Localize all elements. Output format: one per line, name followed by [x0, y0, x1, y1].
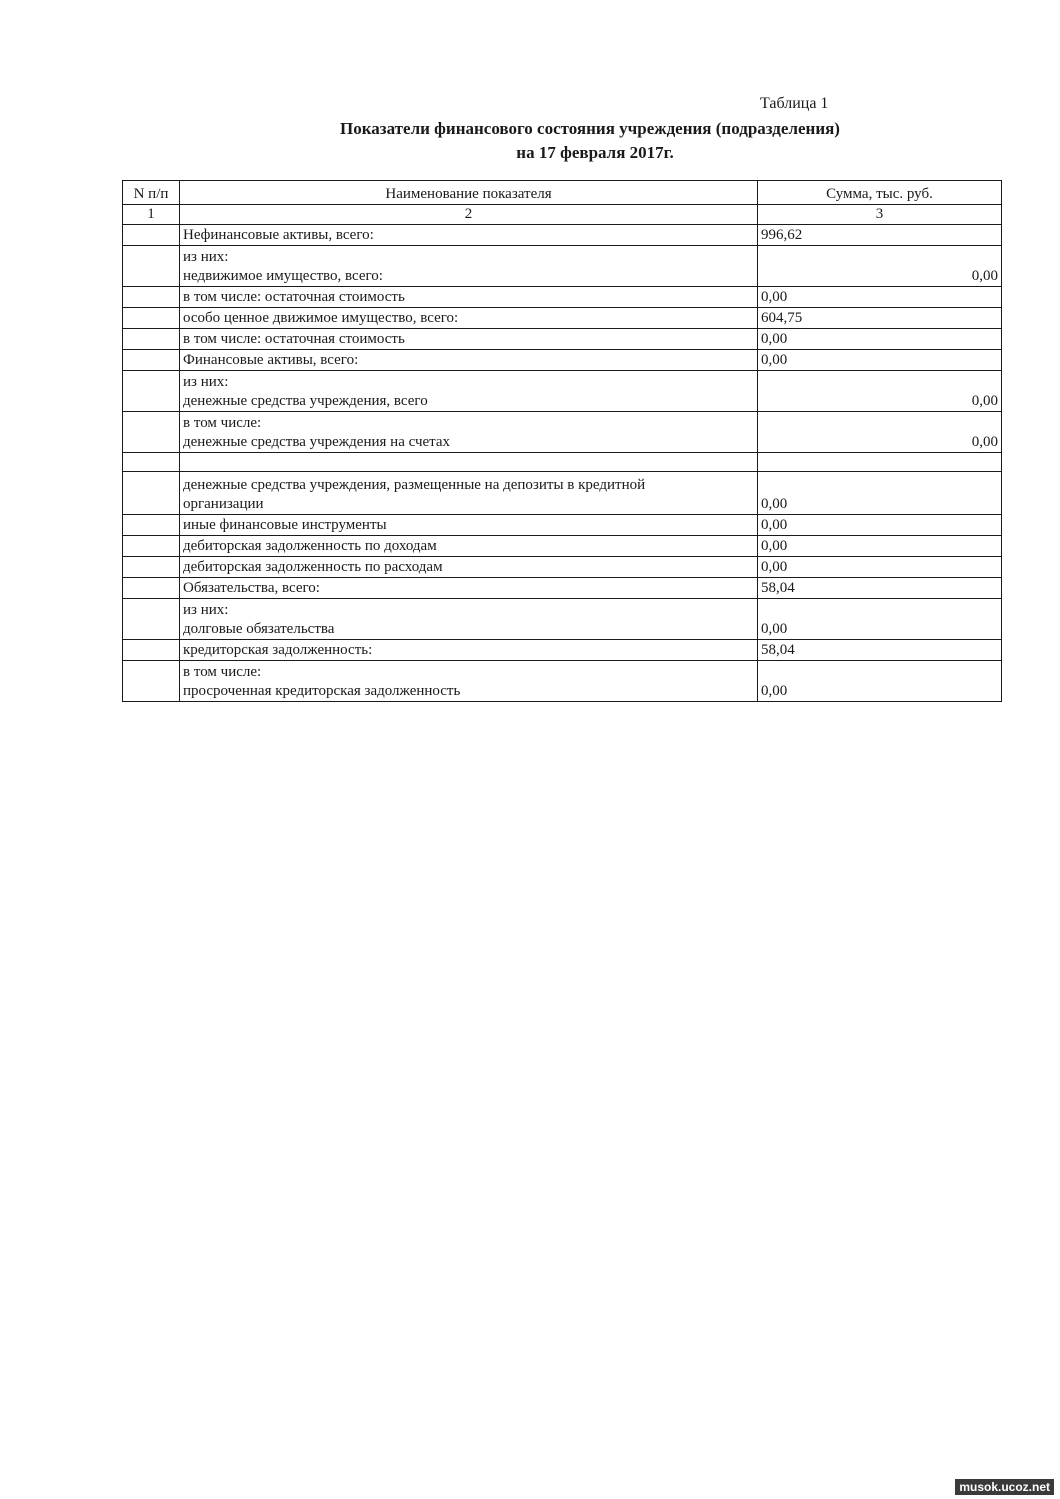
table-row [123, 371, 1002, 412]
indicator-value: 0,00 [758, 599, 1002, 640]
header-amount: Сумма, тыс. руб. [758, 181, 1002, 205]
indicator-value: 0,00 [758, 287, 1002, 308]
indicator-value: 0,00 [758, 412, 1002, 453]
table-row [123, 350, 1002, 371]
table-row [123, 412, 1002, 453]
table-row [123, 329, 1002, 350]
indicator-name: в том числе: остаточная стоимость [180, 287, 758, 308]
indicator-value: 0,00 [758, 661, 1002, 702]
indicator-value: 0,00 [758, 515, 1002, 536]
table-row [123, 557, 1002, 578]
indicator-value: 58,04 [758, 578, 1002, 599]
indicator-name: Обязательства, всего: [180, 578, 758, 599]
indicator-name: дебиторская задолженность по расходам [180, 557, 758, 578]
site-watermark: musok.ucoz.net [955, 1479, 1054, 1495]
table-row [123, 308, 1002, 329]
financial-indicators-table [122, 180, 1002, 702]
table-row [123, 536, 1002, 557]
indicator-name: в том числе: просроченная кредиторская задолженность [180, 661, 758, 702]
indicator-name: из них: долговые обязательства [180, 599, 758, 640]
table-row [123, 578, 1002, 599]
indicator-value: 996,62 [758, 225, 1002, 246]
header-indicator: Наименование показателя [180, 181, 758, 205]
indicator-value: 0,00 [758, 371, 1002, 412]
indicator-value: 0,00 [758, 557, 1002, 578]
indicator-value: 58,04 [758, 640, 1002, 661]
table-row [123, 225, 1002, 246]
table-caption: Таблица 1 [760, 95, 829, 112]
document-title: Показатели финансового состояния учреждения (подразделения) [340, 119, 840, 138]
indicator-name: особо ценное движимое имущество, всего: [180, 308, 758, 329]
indicator-name: в том числе: остаточная стоимость [180, 329, 758, 350]
table-row [123, 640, 1002, 661]
indicator-name: в том числе: денежные средства учреждения на счетах [180, 412, 758, 453]
table-row [123, 599, 1002, 640]
indicator-name: денежные средства учреждения, размещенные на депозиты в кредитной организации [180, 472, 758, 515]
indicator-name: иные финансовые инструменты [180, 515, 758, 536]
indicator-value: 0,00 [758, 350, 1002, 371]
column-number-2: 2 [180, 205, 758, 225]
indicator-value: 0,00 [758, 536, 1002, 557]
column-numbering-row [123, 205, 1002, 225]
indicator-name: кредиторская задолженность: [180, 640, 758, 661]
table-row [123, 246, 1002, 287]
table-row [123, 515, 1002, 536]
table-header-row [123, 181, 1002, 205]
indicator-value: 604,75 [758, 308, 1002, 329]
indicator-value: 0,00 [758, 246, 1002, 287]
indicator-name: Финансовые активы, всего: [180, 350, 758, 371]
indicator-name: дебиторская задолженность по доходам [180, 536, 758, 557]
indicator-name: из них: денежные средства учреждения, всего [180, 371, 758, 412]
column-number-1: 1 [123, 205, 180, 225]
table-row [123, 287, 1002, 308]
indicator-name: из них: недвижимое имущество, всего: [180, 246, 758, 287]
header-number: N п/п [123, 181, 180, 205]
indicator-value: 0,00 [758, 472, 1002, 515]
empty-row [123, 453, 1002, 472]
column-number-3: 3 [758, 205, 1002, 225]
document-date: на 17 февраля 2017г. [516, 143, 674, 162]
table-row [123, 661, 1002, 702]
indicator-name: Нефинансовые активы, всего: [180, 225, 758, 246]
table-row [123, 472, 1002, 515]
indicator-value: 0,00 [758, 329, 1002, 350]
